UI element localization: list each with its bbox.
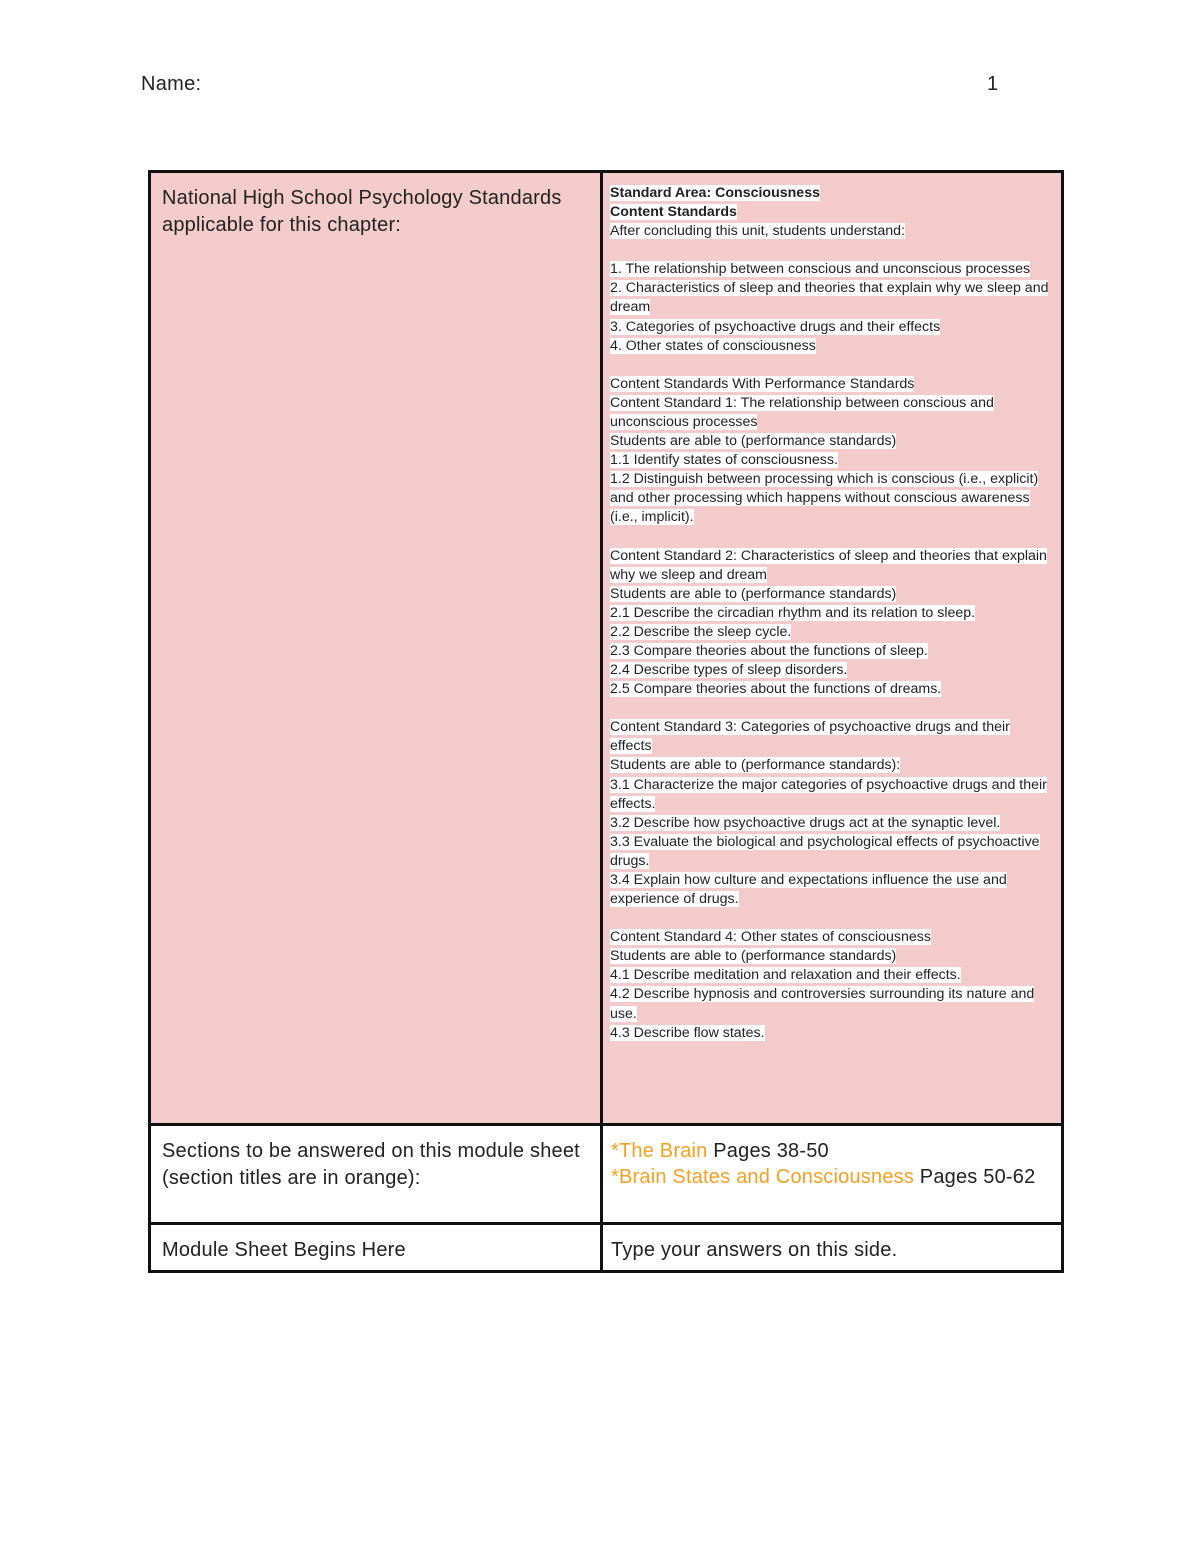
students-able: Students are able to (performance standards) [610, 948, 897, 965]
intro-text: After concluding this unit, students understand: [610, 223, 905, 240]
answer-instruction: Type your answers on this side. [611, 1239, 898, 1261]
standard-title: Content Standard 4: Other states of consciousness [610, 929, 931, 946]
section-title: *Brain States and Consciousness [611, 1166, 915, 1188]
section-entry [611, 1138, 1053, 1164]
performance-item: 3.2 Describe how psychoactive drugs act at the synaptic level. [610, 814, 1001, 831]
summary-item: 3. Categories of psychoactive drugs and their effects [610, 318, 941, 335]
summary-item: 4. Other states of consciousness [610, 337, 816, 354]
page-number: 1 [987, 73, 999, 95]
section-entry [611, 1164, 1053, 1190]
performance-item: 3.3 Evaluate the biological and psychological effects of psychoactive drugs. [610, 833, 1040, 869]
standards-row [150, 172, 1063, 1125]
standards-content-cell [602, 172, 1063, 1125]
module-begin-label: Module Sheet Begins Here [162, 1239, 406, 1261]
sections-list-cell [602, 1125, 1063, 1224]
performance-item: 3.4 Explain how culture and expectations influence the use and experience of drugs. [610, 872, 1007, 908]
performance-item: 2.1 Describe the circadian rhythm and its relation to sleep. [610, 604, 976, 621]
sections-label: Sections to be answered on this module sheet (section titles are in orange): [162, 1140, 580, 1189]
performance-item: 3.1 Characterize the major categories of psychoactive drugs and their effects. [610, 776, 1047, 812]
performance-item: 4.3 Describe flow states. [610, 1024, 765, 1041]
section-pages: Pages 50-62 [914, 1166, 1036, 1188]
standard-area: Standard Area: Consciousness [610, 185, 820, 201]
sections-label-cell [150, 1125, 602, 1224]
performance-item: 2.4 Describe types of sleep disorders. [610, 662, 848, 679]
performance-item: 1.2 Distinguish between processing which is conscious (i.e., explicit) and other processing which happens without conscious awareness (i.e., implicit). [610, 471, 1039, 526]
content-standards-heading: Content Standards [610, 204, 737, 221]
name-label: Name: [141, 73, 202, 95]
standard-title: Content Standard 1: The relationship between conscious and unconscious processes [610, 394, 994, 430]
section-title: *The Brain [611, 1140, 708, 1162]
performance-item: 2.2 Describe the sleep cycle. [610, 623, 792, 640]
module-table [148, 170, 1064, 1273]
performance-item: 4.1 Describe meditation and relaxation and their effects. [610, 967, 961, 984]
performance-item: 1.1 Identify states of consciousness. [610, 452, 838, 469]
module-begin-row [150, 1224, 1063, 1272]
performance-item: 2.3 Compare theories about the functions of sleep. [610, 642, 928, 659]
section-pages: Pages 38-50 [707, 1140, 829, 1162]
standards-label: National High School Psychology Standards applicable for this chapter: [162, 187, 562, 236]
summary-item: 1. The relationship between conscious and unconscious processes [610, 261, 1031, 278]
standard-title: Content Standard 3: Categories of psychoactive drugs and their effects [610, 719, 1010, 755]
students-able: Students are able to (performance standards) [610, 433, 897, 450]
standards-content [603, 173, 1061, 1043]
standards-label-cell [150, 172, 602, 1125]
answer-cell[interactable] [602, 1224, 1063, 1272]
performance-item: 4.2 Describe hypnosis and controversies surrounding its nature and use. [610, 986, 1035, 1022]
performance-heading: Content Standards With Performance Standards [610, 375, 915, 392]
module-begin-cell [150, 1224, 602, 1272]
summary-item: 2. Characteristics of sleep and theories that explain why we sleep and dream [610, 280, 1049, 316]
sections-row [150, 1125, 1063, 1224]
performance-item: 2.5 Compare theories about the functions of dreams. [610, 681, 942, 698]
standard-title: Content Standard 2: Characteristics of sleep and theories that explain why we sleep and dream [610, 547, 1047, 583]
sections-list [603, 1126, 1061, 1190]
students-able: Students are able to (performance standards): [610, 757, 901, 774]
students-able: Students are able to (performance standards) [610, 585, 897, 602]
